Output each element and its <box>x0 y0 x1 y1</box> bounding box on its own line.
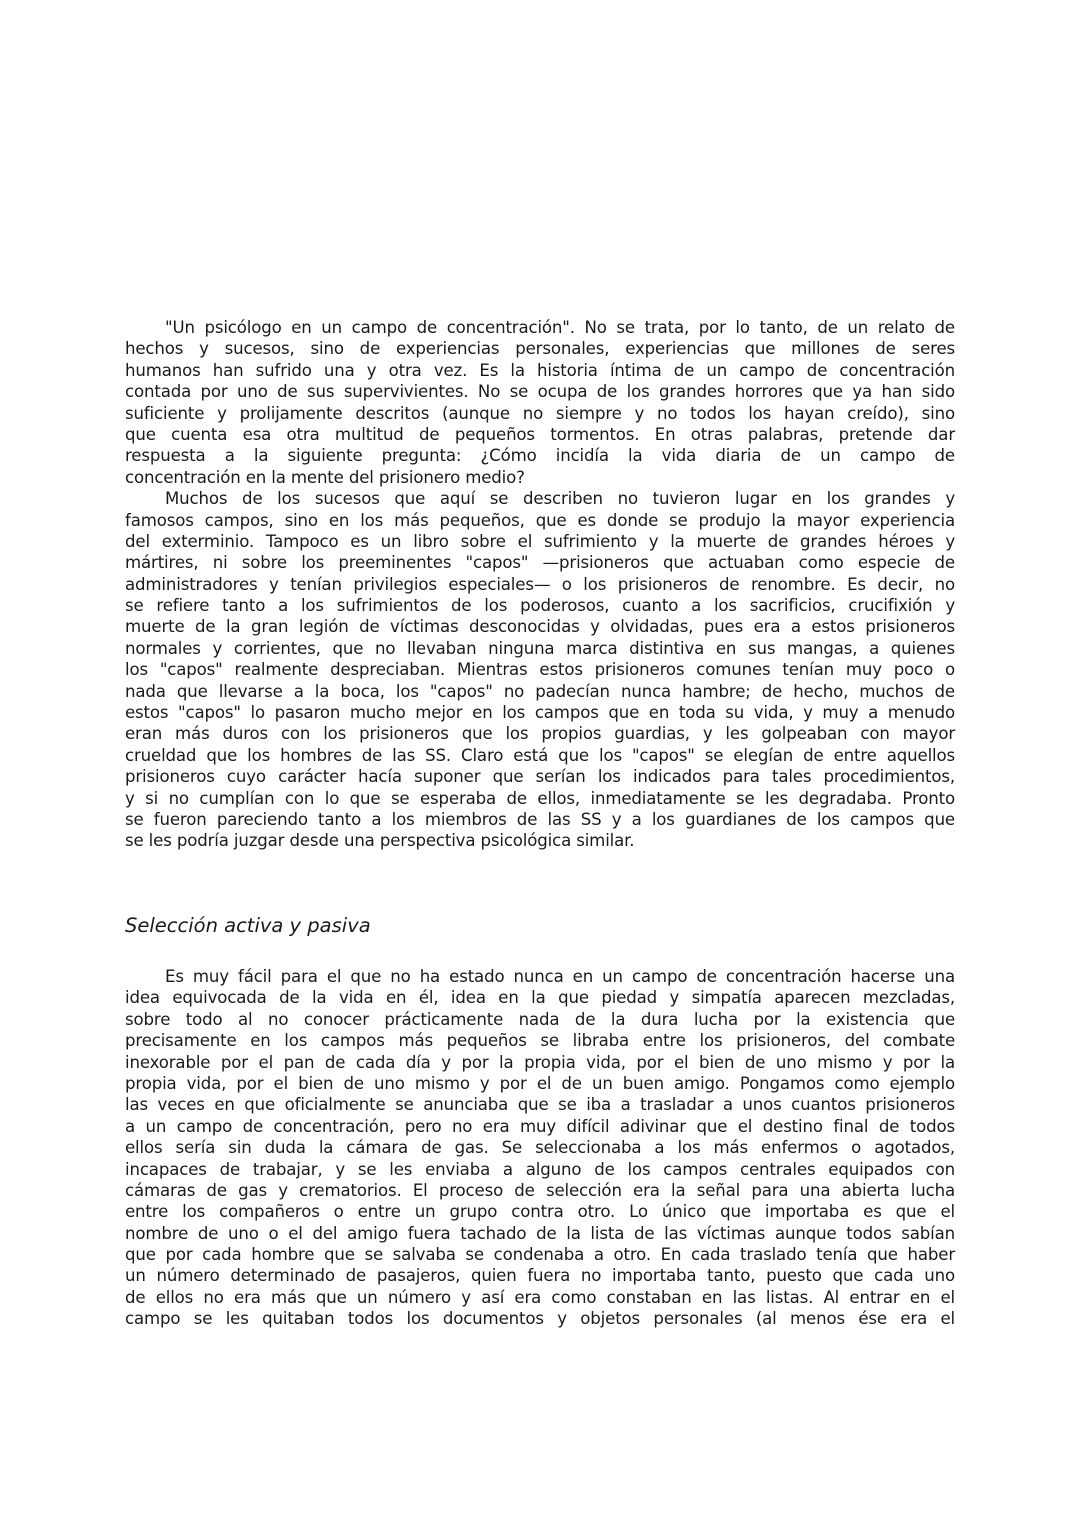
text-line: cámaras de gas y crematorios. El proceso de selección era la señal para una abierta lucha <box>125 1180 955 1200</box>
text-line: nombre de uno o el del amigo fuera tachado de la lista de las víctimas aunque todos sabían <box>125 1223 955 1243</box>
text-line: las veces en que oficialmente se anunciaba que se iba a trasladar a unos cuantos prisioneros <box>125 1095 955 1115</box>
text-line: del exterminio. Tampoco es un libro sobre el sufrimiento y la muerte de grandes héroes y <box>125 531 955 551</box>
text-line: sobre todo al no conocer prácticamente nada de la dura lucha por la existencia que <box>125 1009 955 1029</box>
text-line: inexorable por el pan de cada día y por la propia vida, por el bien de uno mismo y por la <box>125 1052 955 1072</box>
text-line: ellos sería sin duda la cámara de gas. Se seleccionaba a los más enfermos o agotados, <box>125 1138 955 1158</box>
text-line: respuesta a la siguiente pregunta: ¿Cómo incidía la vida diaria de un campo de <box>125 446 955 466</box>
paragraph-2 <box>125 488 955 852</box>
text-line: idea equivocada de la vida en él, idea en la que piedad y simpatía aparecen mezcladas, <box>125 988 955 1008</box>
text-line: muerte de la gran legión de víctimas desconocidas y olvidadas, pues era a estos prisioneros <box>125 617 955 637</box>
text-line: eran más duros con los prisioneros que los propios guardias, y les golpeaban con mayor <box>125 724 955 744</box>
text-line: los "capos" realmente despreciaban. Mientras estos prisioneros comunes tenían muy poco o <box>125 660 955 680</box>
text-line: Es muy fácil para el que no ha estado nunca en un campo de concentración hacerse una <box>165 967 955 986</box>
text-line: a un campo de concentración, pero no era muy difícil adivinar que el destino final de todos <box>125 1116 955 1136</box>
text-line: campo se les quitaban todos los documentos y objetos personales (al menos ése era el <box>125 1309 955 1329</box>
paragraph-1 <box>125 317 955 488</box>
text-line: suficiente y prolijamente descritos (aunque no siempre y no todos los hayan creído), sino <box>125 403 955 423</box>
text-line: concentración en la mente del prisionero medio? <box>125 467 525 487</box>
text-line: un número determinado de pasajeros, quien fuera no importaba tanto, puesto que cada uno <box>125 1266 955 1286</box>
text-line: contada por uno de sus supervivientes. No se ocupa de los grandes horrores que ya han sido <box>125 382 955 402</box>
text-line: humanos han sufrido una y otra vez. Es la historia íntima de un campo de concentración <box>125 360 955 380</box>
document-body-part-2 <box>125 966 955 1330</box>
text-line: normales y corrientes, que no llevaban ninguna marca distintiva en sus mangas, a quienes <box>125 638 955 658</box>
text-line: nada que llevarse a la boca, los "capos" no padecían nunca hambre; de hecho, muchos de <box>125 681 955 701</box>
document-body-part-1 <box>125 317 955 852</box>
text-line: entre los compañeros o entre un grupo contra otro. Lo único que importaba es que el <box>125 1202 955 1222</box>
text-line: se fueron pareciendo tanto a los miembros de las SS y a los guardianes de los campos que <box>125 809 955 829</box>
text-line: estos "capos" lo pasaron mucho mejor en los campos que en toda su vida, y muy a menudo <box>125 703 955 723</box>
section-heading: Selección activa y pasiva <box>125 914 371 937</box>
text-line: incapaces de trabajar, y se les enviaba a alguno de los campos centrales equipados con <box>125 1159 955 1179</box>
text-line: Muchos de los sucesos que aquí se describen no tuvieron lugar en los grandes y <box>165 489 955 509</box>
text-line: precisamente en los campos más pequeños se libraba entre los prisioneros, del combate <box>125 1031 955 1051</box>
text-line: administradores y tenían privilegios especiales— o los prisioneros de renombre. Es decir, no <box>125 574 955 594</box>
text-line: y si no cumplían con lo que se esperaba de ellos, inmediatamente se les degradaba. Pronto <box>125 788 955 808</box>
text-line: que por cada hombre que se salvaba se condenaba a otro. En cada traslado tenía que haber <box>125 1245 955 1265</box>
text-line: propia vida, por el bien de uno mismo y por el de un buen amigo. Pongamos como ejemplo <box>125 1073 955 1093</box>
text-line: prisioneros cuyo carácter hacía suponer que serían los indicados para tales procedimientos, <box>125 767 955 787</box>
text-line: mártires, ni sobre los preeminentes "capos" —prisioneros que actuaban como especie de <box>125 553 955 573</box>
text-line: que cuenta esa otra multitud de pequeños tormentos. En otras palabras, pretende dar <box>125 424 955 444</box>
text-line: crueldad que los hombres de las SS. Claro está que los "capos" se elegían de entre aquellos <box>125 745 955 765</box>
paragraph-3 <box>125 966 955 1330</box>
text-line: famosos campos, sino en los más pequeños, que es donde se produjo la mayor experiencia <box>125 510 955 530</box>
text-line: "Un psicólogo en un campo de concentración". No se trata, por lo tanto, de un relato de <box>165 318 955 337</box>
text-line: hechos y sucesos, sino de experiencias personales, experiencias que millones de seres <box>125 339 955 359</box>
text-line: se les podría juzgar desde una perspectiva psicológica similar. <box>125 831 635 851</box>
text-line: se refiere tanto a los sufrimientos de los poderosos, cuanto a los sacrificios, crucifixión y <box>125 596 955 616</box>
text-line: de ellos no era más que un número y así era como constaban en las listas. Al entrar en el <box>125 1287 955 1307</box>
